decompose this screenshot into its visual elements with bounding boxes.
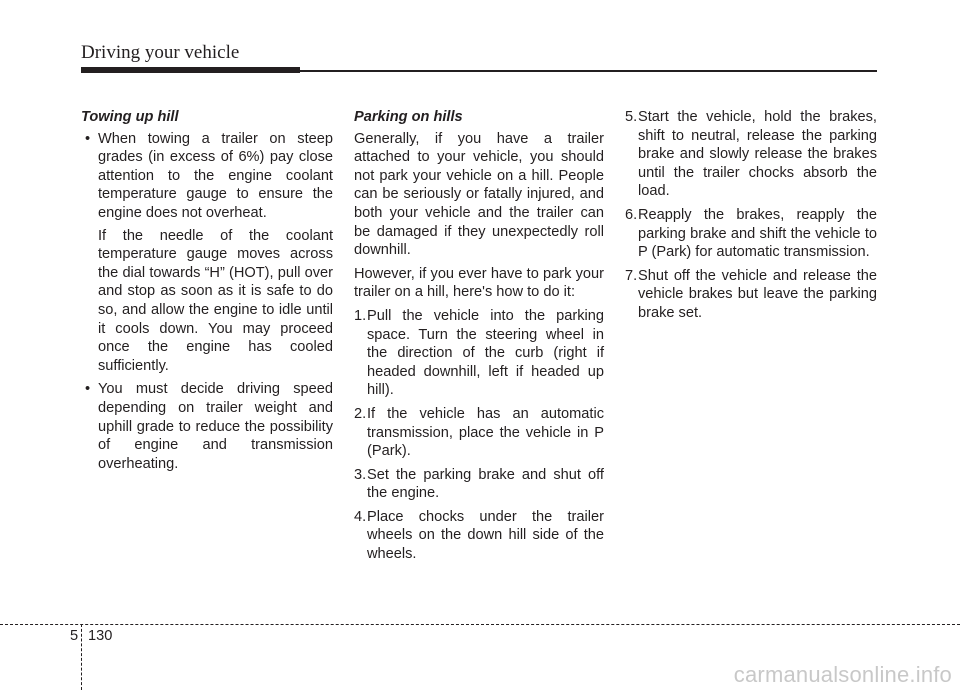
footer-rule	[0, 624, 960, 625]
step-number: 7.	[625, 267, 638, 284]
step-text: Start the vehicle, hold the brakes, shift to neutral, release the parking brake and slowly release the brakes until the trailer chocks absorb the load.	[638, 109, 877, 200]
column-parking-continued	[625, 108, 877, 328]
list-item	[354, 307, 604, 400]
step-number: 4.	[354, 508, 367, 525]
parking-heading: Parking on hills	[354, 109, 463, 125]
towing-followup-paragraph: If the needle of the coolant temperature gauge moves across the dial towards “H” (HOT), pull over and stop as soon as it is safe to do so, and allow the engine to idle until it cools down. You may proceed once the engine has cooled sufficiently.	[98, 227, 333, 374]
step-text: Place chocks under the trailer wheels on the down hill side of the wheels.	[367, 508, 604, 563]
page-header-title: Driving your vehicle	[81, 42, 240, 63]
step-text: Pull the vehicle into the parking space. Turn the steering wheel in the direction of the curb (right if headed downhill, left if headed up hill).	[367, 307, 604, 399]
list-item: • When towing a trailer on steep grades (in excess of 6%) pay close attention to the engine coolant temperature gauge to ensure the engine does not overheat.	[81, 130, 333, 223]
step-text: Reapply the brakes, reapply the parking brake and shift the vehicle to P (Park) for automatic transmission.	[638, 206, 877, 261]
column-towing	[81, 108, 333, 477]
step-text: If the vehicle has an automatic transmission, place the vehicle in P (Park).	[367, 405, 604, 460]
step-number: 1.	[354, 307, 367, 324]
parking-steps	[354, 307, 604, 564]
list-item: • You must decide driving speed depending on trailer weight and uphill grade to reduce the possibility of engine and transmission overheating.	[81, 380, 333, 473]
towing-bullet-list-2	[81, 380, 333, 473]
list-item	[625, 267, 877, 323]
step-text: Shut off the vehicle and release the vehicle brakes but leave the parking brake set.	[638, 267, 877, 321]
page-number: 130	[88, 628, 113, 644]
list-item	[354, 508, 604, 564]
header-rule-thin	[300, 70, 877, 72]
parking-steps-continued	[625, 108, 877, 323]
watermark: carmanualsonline.info	[733, 662, 952, 687]
column-parking	[354, 108, 604, 569]
footer-vertical-rule	[81, 624, 82, 690]
towing-heading: Towing up hill	[81, 109, 179, 125]
list-item	[354, 405, 604, 461]
step-number: 6.	[625, 206, 638, 223]
list-item	[625, 108, 877, 201]
towing-bullet-list	[81, 130, 333, 223]
step-number: 3.	[354, 466, 367, 483]
parking-paragraph: Generally, if you have a trailer attached to your vehicle, you should not park your vehicle on a hill. People can be seriously or fatally injured, and both your vehicle and the trailer can be damaged if they unexpectedly roll downhill.	[354, 130, 604, 259]
parking-paragraph: However, if you ever have to park your trailer on a hill, here's how to do it:	[354, 265, 604, 301]
step-number: 2.	[354, 405, 367, 422]
header-rule-thick	[81, 67, 300, 73]
chapter-number: 5	[70, 628, 79, 644]
step-text: Set the parking brake and shut off the engine.	[367, 466, 604, 502]
list-item	[354, 466, 604, 503]
list-item	[625, 206, 877, 262]
step-number: 5.	[625, 109, 638, 125]
